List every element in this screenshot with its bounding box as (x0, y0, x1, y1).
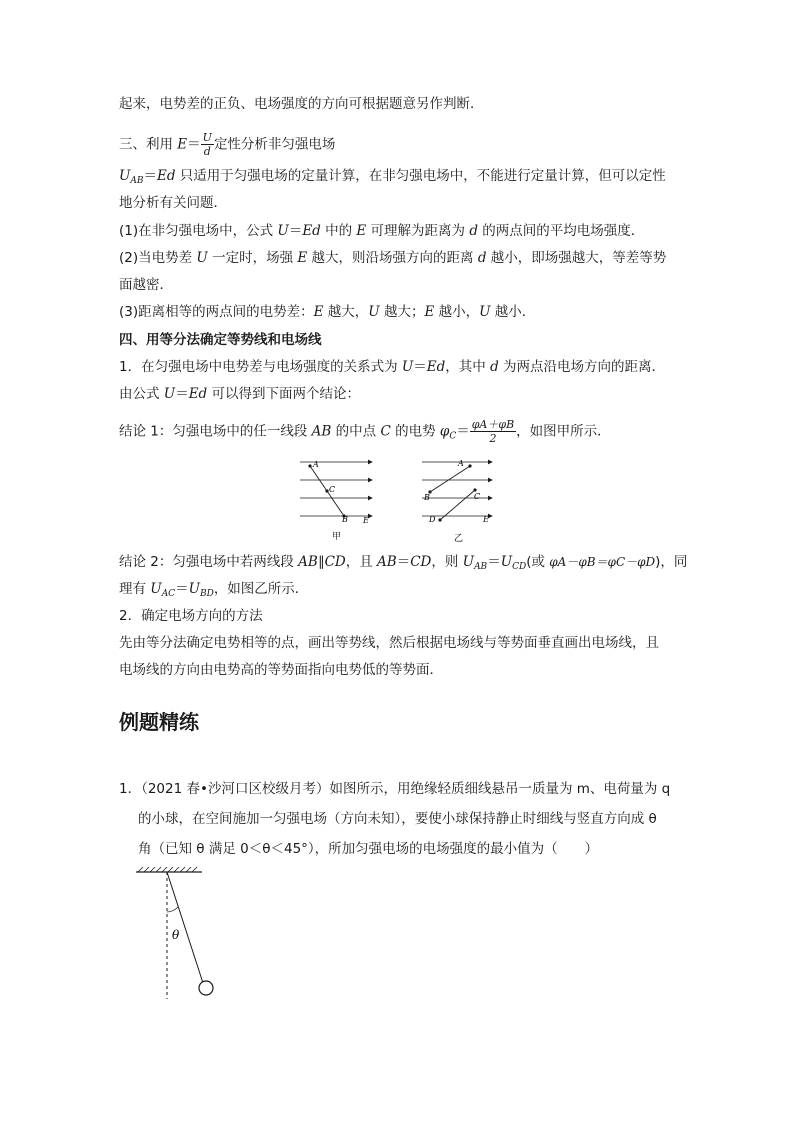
text: 的两点间的平均电场强度． (478, 223, 645, 239)
text-line (119, 660, 443, 680)
symbol: E (177, 136, 188, 153)
text: 四、用等分法确定等势线和电场线 (119, 332, 322, 348)
symbol: U (119, 168, 131, 184)
text: ，其中 (445, 359, 491, 375)
text: 理有 (119, 581, 151, 597)
symbol: U (150, 581, 162, 597)
label-e: E (363, 516, 369, 525)
symbol: d (469, 223, 479, 239)
text: ＝ (456, 423, 470, 440)
text: ＝ (175, 581, 189, 597)
symbol: Ed (157, 168, 176, 184)
text-line (119, 418, 611, 447)
segment-ba (430, 466, 470, 492)
text: ＝ (175, 386, 189, 402)
subscript: CD (512, 562, 527, 572)
symbol: Ed (426, 359, 446, 375)
text-line (119, 606, 263, 626)
symbol: U (462, 554, 475, 570)
text: (或 (526, 554, 550, 570)
text: 可以得到下面两个结论： (207, 386, 360, 402)
text: 为两点沿电场方向的距离． (498, 359, 666, 375)
symbol: Ed (188, 386, 208, 402)
text-line (119, 221, 644, 241)
text: (1)在非匀强电场中，公式 (119, 223, 278, 239)
text: 越大； (379, 304, 425, 320)
section-heading-3 (119, 131, 335, 158)
text: 只适用于匀强电场的定量计算，在非匀强电场中，不能进行定量计算，但可以定性 (175, 168, 666, 184)
text: 1．在匀强电场中电势差与电场强度的关系式为 (119, 359, 402, 375)
symbol: U (368, 304, 380, 320)
section-heading-4 (119, 330, 322, 350)
figure-jia (300, 460, 372, 542)
equipotential-figure (290, 452, 510, 548)
point-a (308, 464, 311, 467)
text: 越小， (434, 304, 480, 320)
label-c: C (329, 485, 336, 494)
symbol: U (163, 386, 176, 402)
text: ∥ (317, 554, 325, 570)
text: 可理解为距离为 (366, 223, 470, 239)
numerator: φA＋φB (471, 418, 515, 431)
ceiling-hatch (138, 867, 197, 872)
text-line (119, 384, 360, 404)
text-line (119, 552, 687, 577)
denominator: 2 (489, 432, 497, 445)
text: ＝ (487, 554, 501, 570)
text: ，且 (345, 554, 378, 570)
text: 定性分析非匀强电场 (213, 136, 336, 153)
text-line (119, 275, 173, 295)
subscript: AB (474, 562, 488, 572)
symbol: E (313, 304, 324, 320)
text-line (119, 579, 308, 604)
text-line (119, 193, 227, 213)
fraction (470, 418, 516, 445)
label-c: C (474, 492, 481, 501)
denominator: d (203, 145, 211, 158)
text: ，则 (431, 554, 463, 570)
symbol: U (479, 304, 491, 320)
text: (2)当电势差 (119, 250, 197, 266)
text: 越小． (490, 304, 536, 320)
symbol: E (424, 304, 435, 320)
question-line: 的小球，在空间施加一匀强电场（方向未知），要使小球保持静止时细线与竖直方向成 θ (138, 811, 657, 827)
symbol: CD (410, 554, 432, 570)
text: 结论 2：匀强电场中若两线段 (119, 554, 299, 570)
text: ＝ (413, 359, 427, 375)
label-a: A (313, 460, 319, 469)
symbol: d (477, 250, 487, 266)
text: ＝ (143, 168, 158, 184)
text: 由公式 (119, 386, 164, 402)
symbol: AB (311, 423, 332, 440)
symbol: φA－φB＝φC－φD (549, 555, 656, 569)
question-line: 角（已知 θ 满足 0＜θ＜45°），所加匀强电场的电场强度的最小值为（ ） (138, 841, 599, 857)
text: 电场线的方向由电势高的等势面指向电势低的等势面． (119, 662, 443, 678)
text: (3)距离相等的两点间的电势差： (119, 304, 314, 320)
text-line (119, 357, 665, 377)
figure-yi (422, 459, 492, 544)
angle-arc (167, 907, 178, 912)
symbol: φ (439, 423, 450, 440)
text: ，如图乙所示． (213, 581, 309, 597)
label-b: B (342, 515, 348, 524)
symbol: d (490, 359, 499, 375)
text: 面越密． (119, 277, 173, 293)
pendulum-figure (130, 866, 220, 1001)
symbol: Ed (302, 223, 321, 239)
symbol: U (401, 359, 414, 375)
subscript: AC (161, 589, 176, 599)
text: ＝ (187, 136, 201, 153)
section-title: 例题精练 (119, 710, 199, 734)
symbol: C (380, 423, 391, 440)
symbol: CD (324, 554, 346, 570)
label-b: B (424, 493, 430, 502)
text-line (119, 302, 535, 322)
segment-dc (440, 490, 475, 520)
theta-label: θ (172, 928, 180, 942)
text: 结论 1：匀强电场中的任一线段 (119, 423, 312, 440)
text: 2．确定电场方向的方法 (119, 608, 263, 624)
text: 中的 (320, 223, 357, 239)
text: 越大，则沿场强方向的距离 (307, 250, 478, 266)
text: 三、利用 (119, 136, 178, 153)
symbol: E (297, 250, 308, 266)
caption-jia: 甲 (332, 532, 342, 542)
fraction (201, 131, 214, 158)
text: ＝ (396, 554, 411, 570)
symbol: U (500, 554, 513, 570)
caption-yi: 乙 (454, 534, 464, 544)
symbol: AB (298, 554, 318, 570)
text: 一定时，场强 (207, 250, 298, 266)
text: 的电势 (390, 423, 440, 440)
point-a (468, 464, 471, 467)
symbol: AB (377, 554, 397, 570)
text: 地分析有关问题． (119, 195, 227, 211)
symbol: U (188, 581, 200, 597)
question-line: 1．（2021 春•沙河口区校级月考）如图所示，用绝缘轻质细线悬吊一质量为 m、电荷量为 q (119, 781, 671, 797)
text: 先由等分法确定电势相等的点，画出等势线，然后根据电场线与等势面垂直画出电场线，且 (119, 635, 659, 651)
label-e: E (483, 515, 489, 524)
text-line (119, 248, 666, 268)
text-line (119, 633, 659, 653)
symbol: U (196, 250, 208, 266)
text: 起来，电势差的正负、电场强度的方向可根据题意另作判断． (119, 96, 484, 112)
text: 越大， (323, 304, 369, 320)
text: 越小，即场强越大，等差等势 (486, 250, 667, 266)
text: 的中点 (331, 423, 381, 440)
numerator: U (202, 131, 212, 144)
label-a: A (458, 459, 464, 468)
text-line (119, 94, 484, 114)
symbol: U (277, 223, 289, 239)
subscript: AB (130, 176, 144, 186)
subscript: BD (199, 589, 214, 599)
text: )，同 (655, 554, 688, 570)
symbol: E (356, 223, 367, 239)
point-d (438, 518, 441, 521)
ball (199, 981, 213, 995)
text: ＝ (288, 223, 303, 239)
text-line (119, 166, 666, 191)
subscript: C (449, 431, 457, 442)
label-d: D (429, 515, 436, 524)
text: ，如图甲所示． (516, 423, 611, 440)
